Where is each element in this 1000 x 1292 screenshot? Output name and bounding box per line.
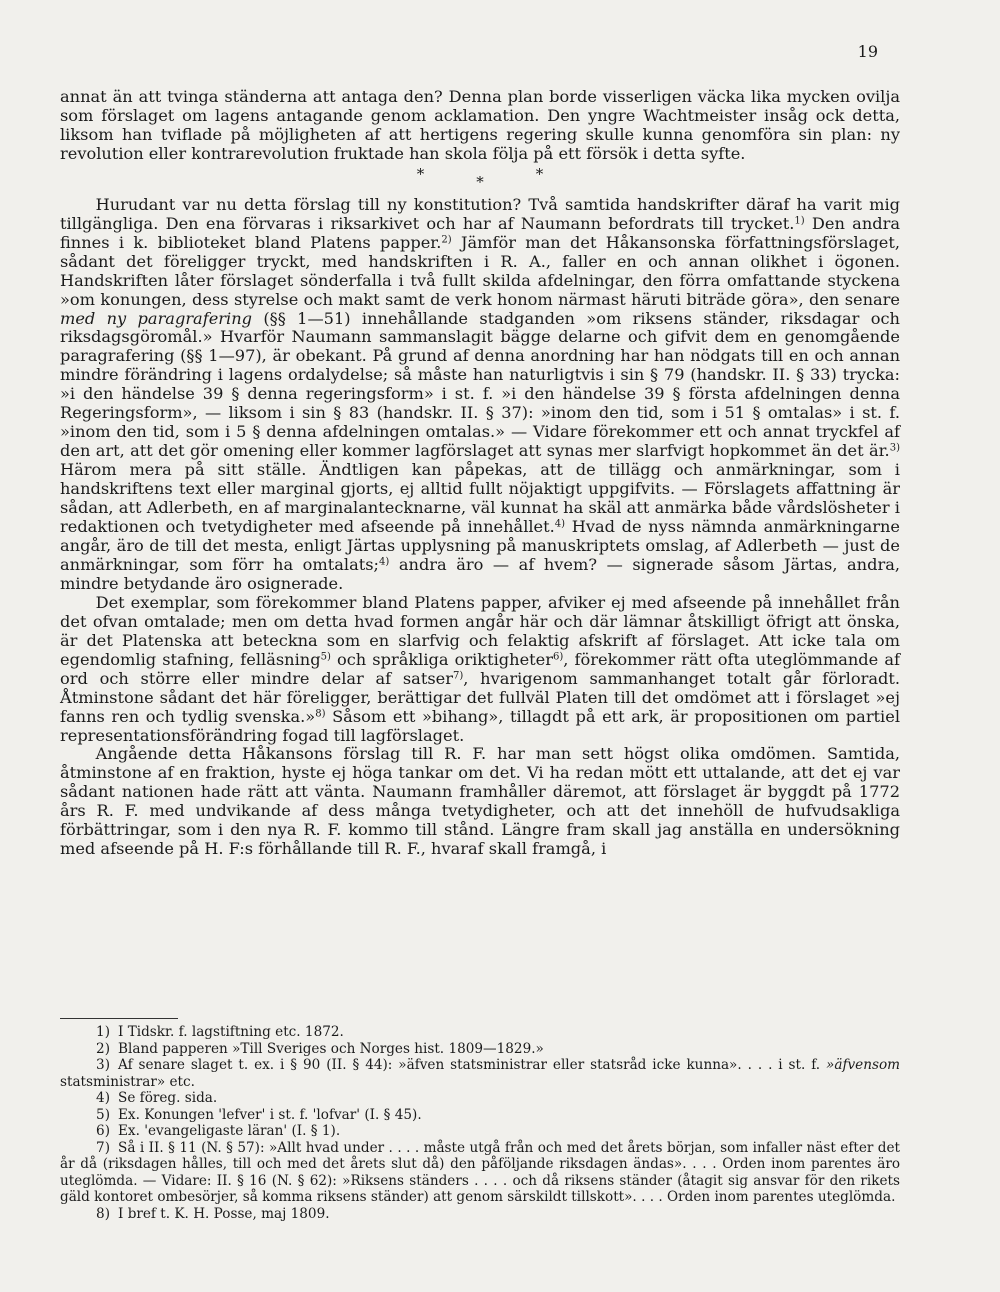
footnote-mark: 8) <box>96 1205 110 1222</box>
text-run: Hvad de nyss nämnda anmärkningarne angår, äro de till det mesta, enligt Järtas upplysning på manuskriptets omslag, af Adlerbeth — just de anmärkningar, som förr ha omtalats; <box>60 517 900 574</box>
footnote-mark: 5) <box>96 1106 110 1123</box>
footnote-ref: 8) <box>315 708 326 720</box>
main-text <box>60 88 900 859</box>
asterisk: * <box>535 164 544 183</box>
footnote-3 <box>60 1057 900 1090</box>
asterisk: * <box>416 164 425 183</box>
footnote-text: I bref t. K. H. Posse, maj 1809. <box>118 1205 330 1222</box>
footnote-ref: 4) <box>554 518 566 530</box>
footnote-ref: 2) <box>441 234 452 246</box>
footnote-text: Ex. 'evangeligaste läran' (I. § 1). <box>118 1123 341 1139</box>
footnote-text: Bland papperen »Till Sveriges och Norges hist. 1809—1829.» <box>118 1040 544 1057</box>
text-run: Såsom ett »bihang», tillagdt på ett ark, är propositionen om partiel representationsförändring fogad till lagförslaget. <box>60 706 900 745</box>
footnote-mark: 1) <box>96 1024 110 1040</box>
footnote-ref: 7) <box>452 670 464 682</box>
footnote-ref: 3) <box>889 442 900 454</box>
paragraph-2 <box>60 196 900 594</box>
footnote-7 <box>60 1140 900 1206</box>
text-run: , hvarigenom sammanhanget totalt går förloradt. Åtminstone sådant det här föreligger, berättigar det fullväl Platen till det omdömet att i förslaget »ej fanns ren och tydlig svenska.» <box>60 668 901 726</box>
paragraph-4: Angående detta Håkansons förslag till R. F. har man sett högst olika omdömen. Samtida, åtminstone af en fraktion, hyste ej höga tankar om det. Vi ha redan mött ett uttalande, att det ej var sådant nationen hade rätt att vänta. Naumann framhåller däremot, att förslaget är byggdt på 1772 års R. F. med undvikande af dess många tvetydigheter, och att det innehöll de hufvudsakliga förbättringar, som i den nya R. F. kommo till stånd. Längre fram skall jag anställa en undersökning med afseende på H. F:s förhållande till R. F., hvaraf skall framgå, i <box>60 744 900 859</box>
footnote-4 <box>60 1090 900 1107</box>
footnote-mark: 3) <box>96 1057 110 1073</box>
paragraph-1: annat än att tvinga ständerna att antaga den? Denna plan borde visserligen väcka lika mycken ovilja som förslaget om lagens antagande genom acklamation. Den yngre Wachtmeister insåg ock detta, liksom han tviflade på möjligheten af att hertigens regering skulle kunna genomföra sin plan: ny revolution eller kontrarevolution fruktade han skola följa på ett försök i detta syfte. <box>60 87 900 163</box>
footnote-mark: 4) <box>96 1090 110 1106</box>
footnote-rule <box>60 1018 178 1019</box>
text-run: (§§ 1—51) innehållande stadganden »om riksens ständer, riksdagar och riksdagsgöromål.» Hvarför Naumann sammanslagit bägge delarne och gifvit dem en genomgående paragrafering (§§ 1—97), är obekant. På grund af denna anordning har han nödgats till en och annan mindre förändring i lagens ordalydelse; så måste han naturligtvis i sin § 79 (handskr. II. § 33) trycka: »i den händelse 39 § denna regeringsform» i st. f. »i den händelse 39 § första afdelningen denna Regeringsform», — liksom i sin § 83 (handskr. II. § 37): »inom den tid, som i 51 § omtalas» i st. f. »inom den tid, som i 5 § denna afdelningen omtalas.» — Vidare förekommer ett och annat tryckfel af den art, att det gör omening eller kommer lagförslaget att synas mer slarfvigt hopkommet än det är. <box>60 308 900 461</box>
footnote-ref: 5) <box>320 651 331 663</box>
footnote-1 <box>60 1024 900 1041</box>
footnote-mark: 6) <box>96 1123 110 1139</box>
footnote-5 <box>60 1107 900 1124</box>
text-run: och språkliga oriktigheter <box>330 649 553 669</box>
text-run: Den andra finnes i k. biblioteket bland Platens papper. <box>60 213 900 252</box>
footnote-text: Se föreg. sida. <box>118 1090 218 1106</box>
text-run: Jämför man det Håkansonska författningsförslaget, sådant det föreligger tryckt, med handskriften i R. A., faller en och annan olikhet i ögonen. Handskriften låter förslaget sönderfalla i två fullt skilda afdelningar, den förra omfattande styckena »om konungen, dess styrelse och makt samt de verk honom närmast häruti biträde göra», den senare <box>60 232 900 309</box>
footnote-text: Af senare slaget t. ex. i § 90 (II. § 44): »äfven statsministrar eller statsråd icke kunna». . . . i st. f. <box>118 1057 821 1073</box>
page-number: 19 <box>857 42 878 61</box>
footnote-text: Ex. Konungen 'lefver' i st. f. 'lofvar' (I. § 45). <box>118 1106 422 1123</box>
text-run: , förekommer rätt ofta uteglömmande af ord och större eller mindre delar af satser <box>60 649 900 688</box>
footnote-mark: 7) <box>96 1139 110 1156</box>
section-separator <box>60 164 900 191</box>
footnote-emphasis: »äfvensom <box>826 1057 901 1073</box>
asterisk: * <box>476 172 484 191</box>
footnote-ref: 4) <box>379 556 390 568</box>
footnotes <box>60 1024 900 1222</box>
text-run: Härom mera på sitt ställe. Ändtligen kan påpekas, att de tillägg och anmärkningar, som i handskriftens text eller marginal gjorts, ej alltid fullt nöjaktigt uppgifvits. — Förslagets affattning är sådan, att Adlerbeth, en af marginalantecknarne, väl kunnat ha skäl att anmärka både vårdslösheter i redaktionen och tvetydigheter med afseende på innehållet. <box>60 460 900 537</box>
footnote-8 <box>60 1206 900 1223</box>
footnote-text: Så i II. § 11 (N. § 57): »Allt hvad under . . . . måste utgå från och med det årets början, som infaller näst efter det år då (riksdagen hålles, till och med det årets slut då) den påföljande riksdagen ändas». . . . Orden inom parentes äro uteglömda. — Vidare: II. § 16 (N. § 62): »Riksens ständers . . . . och då riksens ständer (åtagit sig ansvar för den rikets gäld kontoret ombesörjer, så komma riksens ständer) att genom särskildt tillskott». . . . Orden inom parentes uteglömda. <box>60 1139 900 1205</box>
emphasis: med ny paragrafering <box>60 308 252 328</box>
footnote-2 <box>60 1041 900 1058</box>
footnote-6 <box>60 1123 900 1140</box>
footnote-text: statsministrar» etc. <box>60 1073 195 1090</box>
paragraph-3 <box>60 594 900 746</box>
footnote-ref: 1) <box>794 215 805 227</box>
footnote-mark: 2) <box>96 1040 110 1057</box>
footnote-ref: 6) <box>552 651 564 663</box>
text-run: Det exemplar, som förekommer bland Platens papper, afviker ej med afseende på innehållet från det ofvan omtalade; men om detta hvad formen angår här och där lämnar åtskilligt öfrigt att önska, är det Platenska att beteckna som en slarfvig och felaktig afskrift af förslaget. Att icke tala om egendomlig stafning, felläsning <box>60 592 900 669</box>
footnote-text: I Tidskr. f. lagstiftning etc. 1872. <box>118 1024 344 1040</box>
text-run: Hurudant var nu detta förslag till ny konstitution? Två samtida handskrifter däraf ha varit mig tillgängliga. Den ena förvaras i riksarkivet och har af Naumann befordrats till trycket. <box>60 194 900 233</box>
text-run: andra äro — af hvem? — signerade såsom Järtas, andra, mindre betydande äro osignerade. <box>60 554 900 593</box>
